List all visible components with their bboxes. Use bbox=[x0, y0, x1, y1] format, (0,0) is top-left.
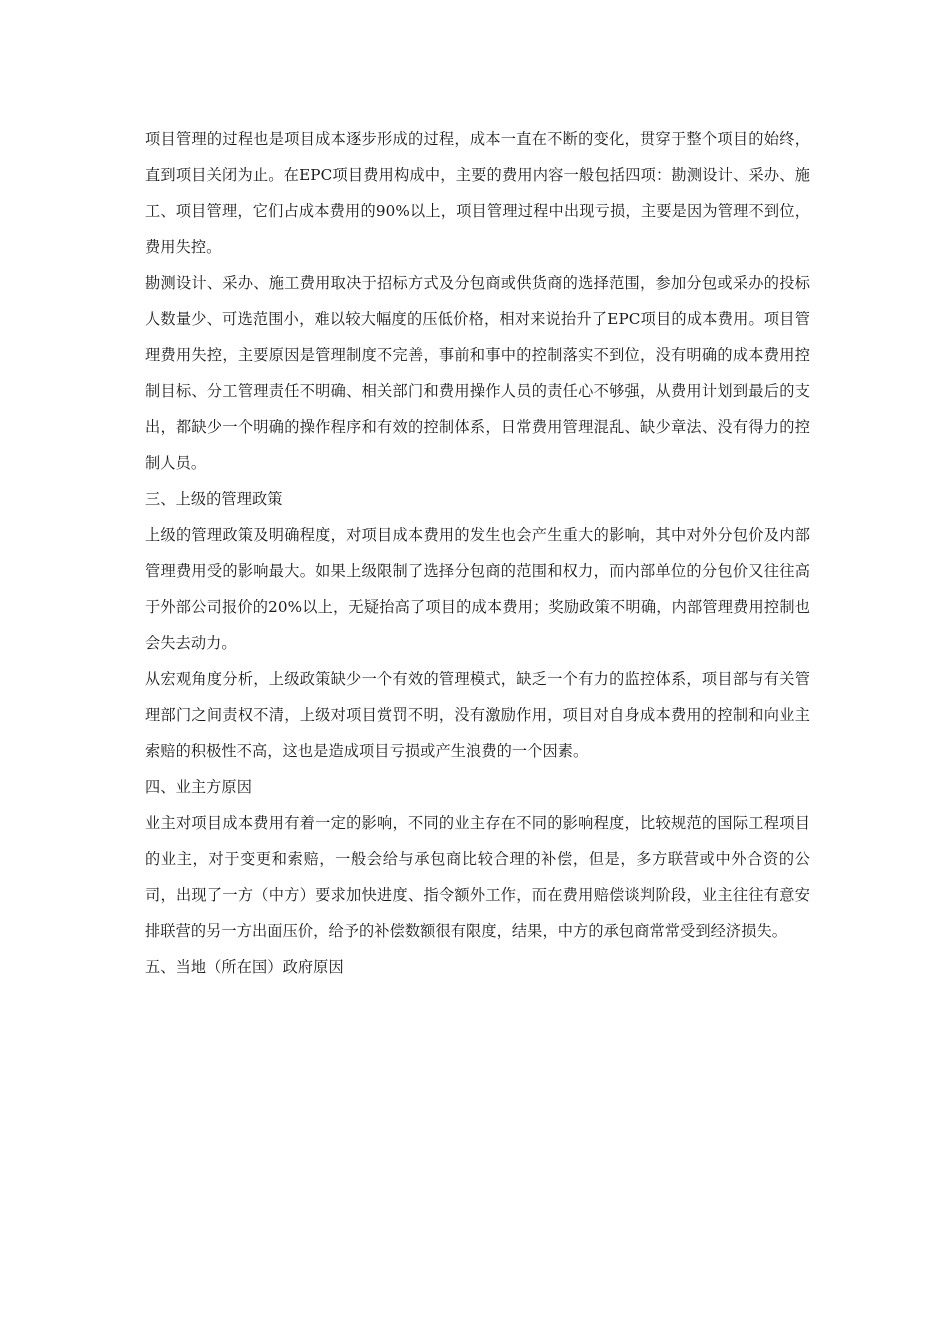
section-heading-government-reasons: 五、当地（所在国）政府原因 bbox=[145, 958, 344, 976]
section-heading-management-policy: 三、上级的管理政策 bbox=[145, 490, 283, 508]
paragraph-policy-impact: 上级的管理政策及明确程度，对项目成本费用的发生也会产生重大的影响，其中对外分包价及内部管理费用受的影响最大。如果上级限制了选择分包商的范围和权力，而内部单位的分包价又往往高于外部公司报价的20%以上，无疑抬高了项目的成本费用；奖励政策不明确，内部管理费用控制也会失去动力。 bbox=[145, 526, 810, 652]
paragraph-macro-analysis: 从宏观角度分析，上级政策缺少一个有效的管理模式，缺乏一个有力的监控体系，项目部与有关管理部门之间责权不清，上级对项目赏罚不明，没有激励作用，项目对自身成本费用的控制和向业主索赔的积极性不高，这也是造成项目亏损或产生浪费的一个因素。 bbox=[145, 670, 810, 760]
paragraph-project-cost-process: 项目管理的过程也是项目成本逐步形成的过程，成本一直在不断的变化，贯穿于整个项目的始终，直到项目关闭为止。在EPC项目费用构成中，主要的费用内容一般包括四项：勘测设计、采办、施工、项目管理，它们占成本费用的90%以上，项目管理过程中出现亏损，主要是因为管理不到位，费用失控。 bbox=[145, 130, 810, 256]
paragraph-design-procurement-costs: 勘测设计、采办、施工费用取决于招标方式及分包商或供货商的选择范围，参加分包或采办的投标人数量少、可选范围小，难以较大幅度的压低价格，相对来说抬升了EPC项目的成本费用。项目管理费用失控，主要原因是管理制度不完善，事前和事中的控制落实不到位，没有明确的成本费用控制目标、分工管理责任不明确、相关部门和费用操作人员的责任心不够强，从费用计划到最后的支出，都缺少一个明确的操作程序和有效的控制体系，日常费用管理混乱、缺少章法、没有得力的控制人员。 bbox=[145, 274, 810, 472]
section-heading-owner-reasons: 四、业主方原因 bbox=[145, 778, 253, 796]
document-page bbox=[145, 121, 810, 985]
paragraph-owner-impact: 业主对项目成本费用有着一定的影响，不同的业主存在不同的影响程度，比较规范的国际工程项目的业主，对于变更和索赔，一般会给与承包商比较合理的补偿，但是，多方联营或中外合资的公司，出现了一方（中方）要求加快进度、指令额外工作，而在费用赔偿谈判阶段，业主往往有意安排联营的另一方出面压价，给予的补偿数额很有限度，结果，中方的承包商常常受到经济损失。 bbox=[145, 814, 810, 940]
